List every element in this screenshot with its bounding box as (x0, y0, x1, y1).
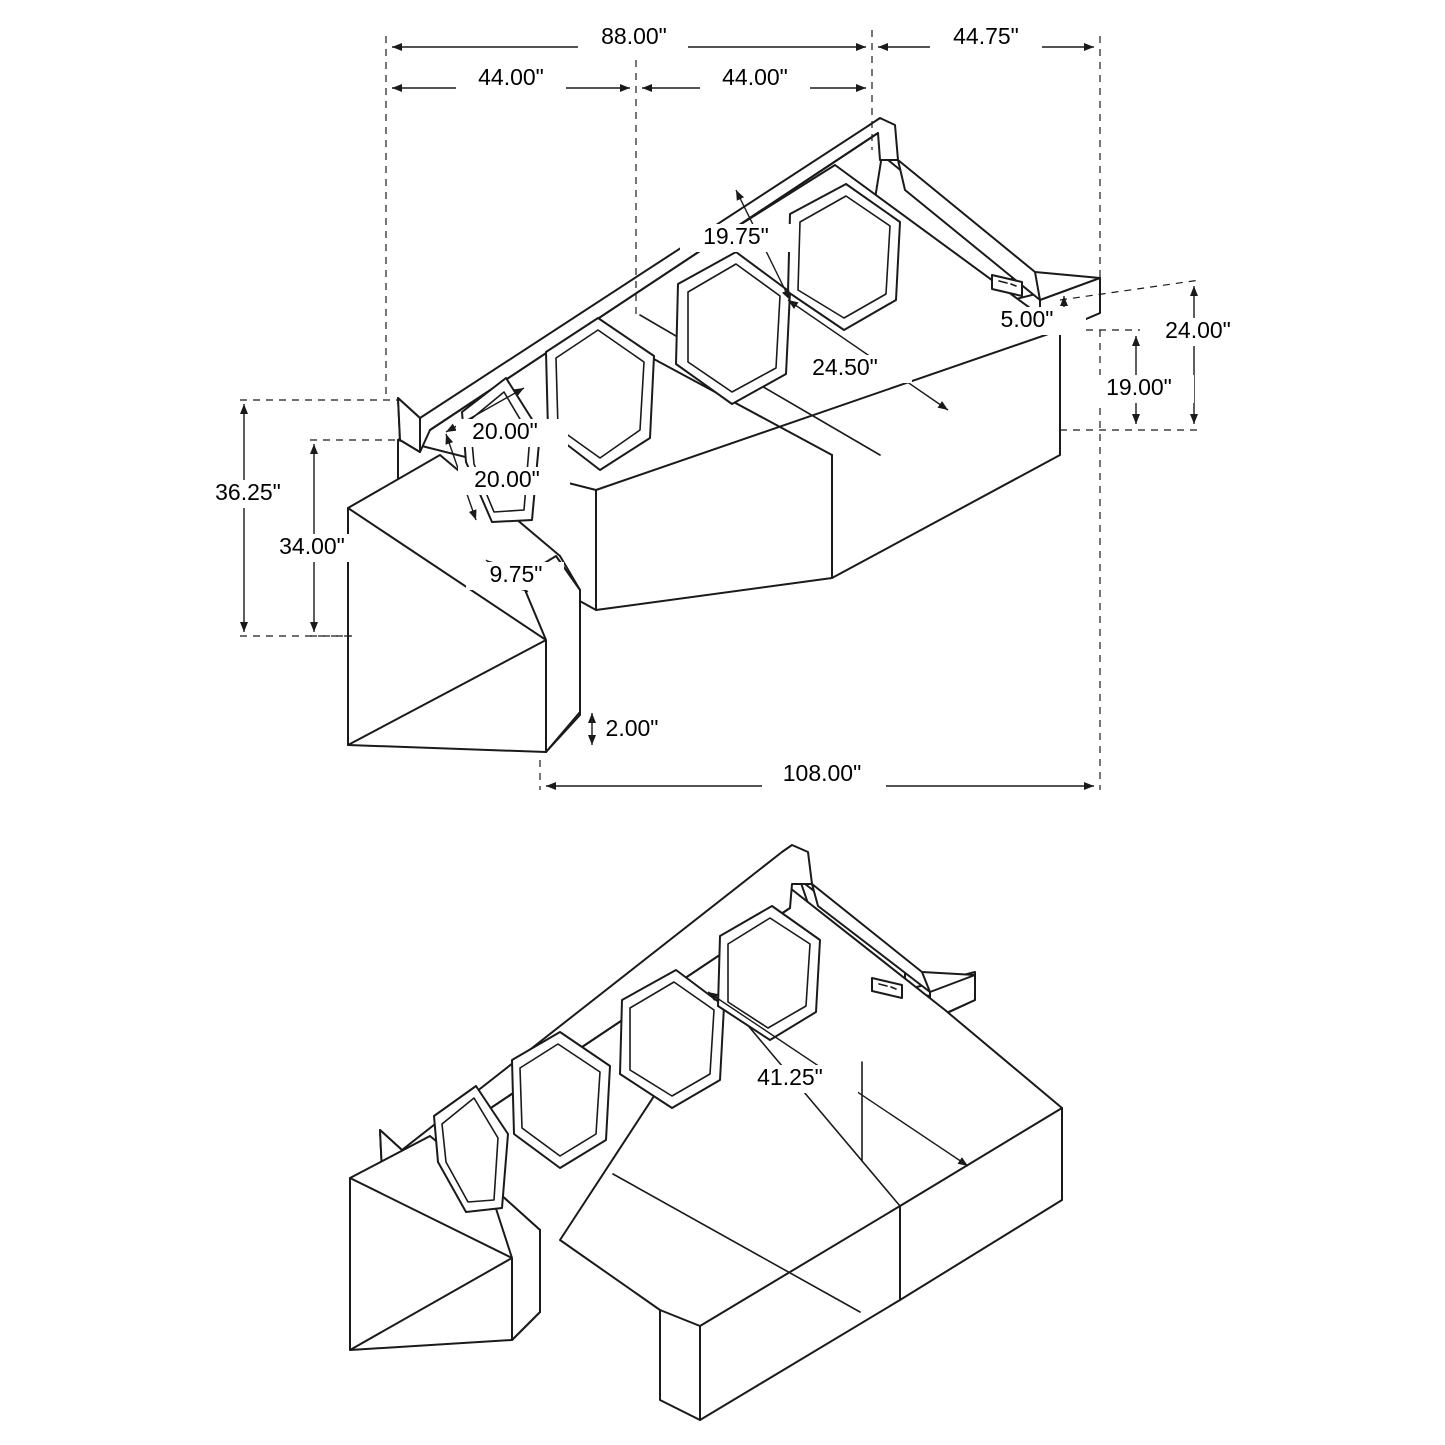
base-edge (348, 745, 546, 752)
dim-label-bed-depth: 41.25" (757, 1064, 823, 1091)
dim-label-back-height: 34.00" (279, 533, 345, 560)
dim-label-total-height: 36.25" (215, 479, 281, 506)
dim-label-leg-height: 2.00" (605, 715, 659, 742)
sofa-view-bed (350, 845, 1062, 1420)
dim-label-overall-width-top: 88.00" (601, 23, 667, 50)
dim-label-seat-depth: 24.50" (812, 354, 878, 381)
dim-label-back-height-right: 24.00" (1165, 317, 1231, 344)
dim-overall-width-top (392, 23, 866, 52)
dim-seat-left-span (392, 64, 630, 93)
dim-leg-height (592, 713, 678, 745)
dim-label-seat-left-span: 44.00" (478, 64, 544, 91)
dim-label-pillow-width: 20.00" (472, 418, 538, 445)
dim-chaise-width-top (878, 23, 1094, 52)
dim-label-chaise-width-top: 44.75" (953, 23, 1019, 50)
sofa-view-upright (190, 23, 1256, 790)
dim-label-pillow-diagonal: 19.75" (703, 223, 769, 250)
dim-label-arm-width: 9.75" (489, 561, 543, 588)
dim-total-height (190, 404, 306, 632)
dim-label-arm-to-back: 5.00" (1000, 306, 1054, 333)
dim-overall-depth-bottom (546, 760, 1094, 790)
dim-label-seat-depth-right: 19.00" (1106, 374, 1172, 401)
dim-arm-width (466, 560, 564, 592)
dim-label-pillow-height: 20.00" (474, 466, 540, 493)
dim-back-height-right (1140, 286, 1256, 424)
bed-base-edge (350, 1340, 512, 1350)
dim-label-seat-right-span: 44.00" (722, 64, 788, 91)
dim-label-overall-depth-bottom: 108.00" (782, 760, 862, 787)
dim-seat-right-span (642, 64, 866, 93)
